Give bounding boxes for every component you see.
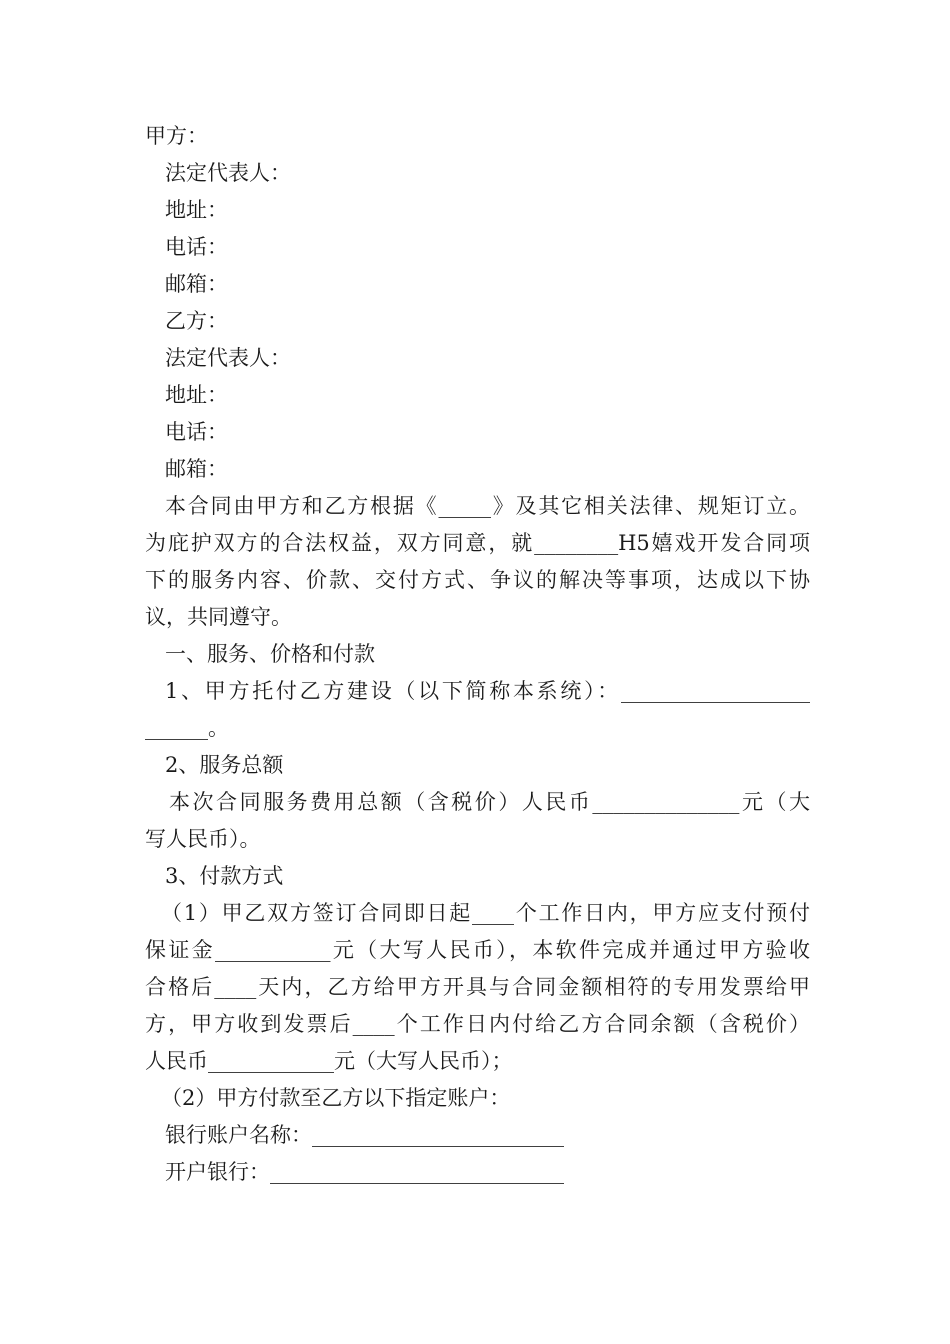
item-2-title: 2、服务总额 — [165, 753, 284, 777]
payment-clause-line-3: 合格后____天内，乙方给甲方开具与合同金额相符的专用发票给甲 — [145, 975, 810, 999]
contract-body — [145, 118, 810, 1191]
preamble-line-3: 下的服务内容、价款、交付方式、争议的解决等事项，达成以下协 — [145, 568, 810, 592]
party-a-phone: 电话： — [165, 235, 228, 259]
preamble-line-1: 本合同由甲方和乙方根据《_____》及其它相关法律、规矩订立。 — [165, 494, 810, 518]
item-3-title: 3、付款方式 — [165, 864, 284, 888]
payment-clause-line-5: 人民币____________元（大写人民币）； — [145, 1049, 513, 1073]
party-b-legal-rep: 法定代表人： — [165, 346, 291, 370]
party-a-address: 地址： — [165, 198, 228, 222]
party-b-label: 乙方： — [165, 309, 228, 333]
party-b-address: 地址： — [165, 383, 228, 407]
preamble-line-4: 议，共同遵守。 — [145, 605, 292, 629]
party-b-phone: 电话： — [165, 420, 228, 444]
item-1-line-2: ______。 — [145, 716, 229, 740]
payment-clause-line-1: （1）甲乙双方签订合同即日起____个工作日内，甲方应支付预付 — [161, 901, 810, 925]
preamble-line-2: 为庇护双方的合法权益，双方同意，就________H5嬉戏开发合同项 — [145, 531, 810, 555]
party-b-email: 邮箱： — [165, 457, 228, 481]
payment-clause-line-2: 保证金___________元（大写人民币），本软件完成并通过甲方验收 — [145, 938, 810, 962]
party-a-email: 邮箱： — [165, 272, 228, 296]
party-a-label: 甲方： — [145, 124, 208, 148]
item-2-line-2: 写人民币）。 — [145, 827, 261, 851]
item-2-line-1: 本次合同服务费用总额（含税价）人民币______________元（大 — [169, 790, 810, 814]
payment-clause-line-4: 方，甲方收到发票后____个工作日内付给乙方合同余额（含税价） — [145, 1012, 810, 1036]
payment-account-clause: （2）甲方付款至乙方以下指定账户： — [161, 1086, 511, 1110]
bank-account-name: 银行账户名称：________________________ — [165, 1123, 564, 1147]
bank-name: 开户银行：____________________________ — [165, 1160, 564, 1184]
section-1-title: 一、服务、价格和付款 — [165, 642, 375, 666]
party-a-legal-rep: 法定代表人： — [165, 161, 291, 185]
item-1-line-1: 1、甲方托付乙方建设（以下简称本系统）：__________________ — [165, 679, 810, 703]
